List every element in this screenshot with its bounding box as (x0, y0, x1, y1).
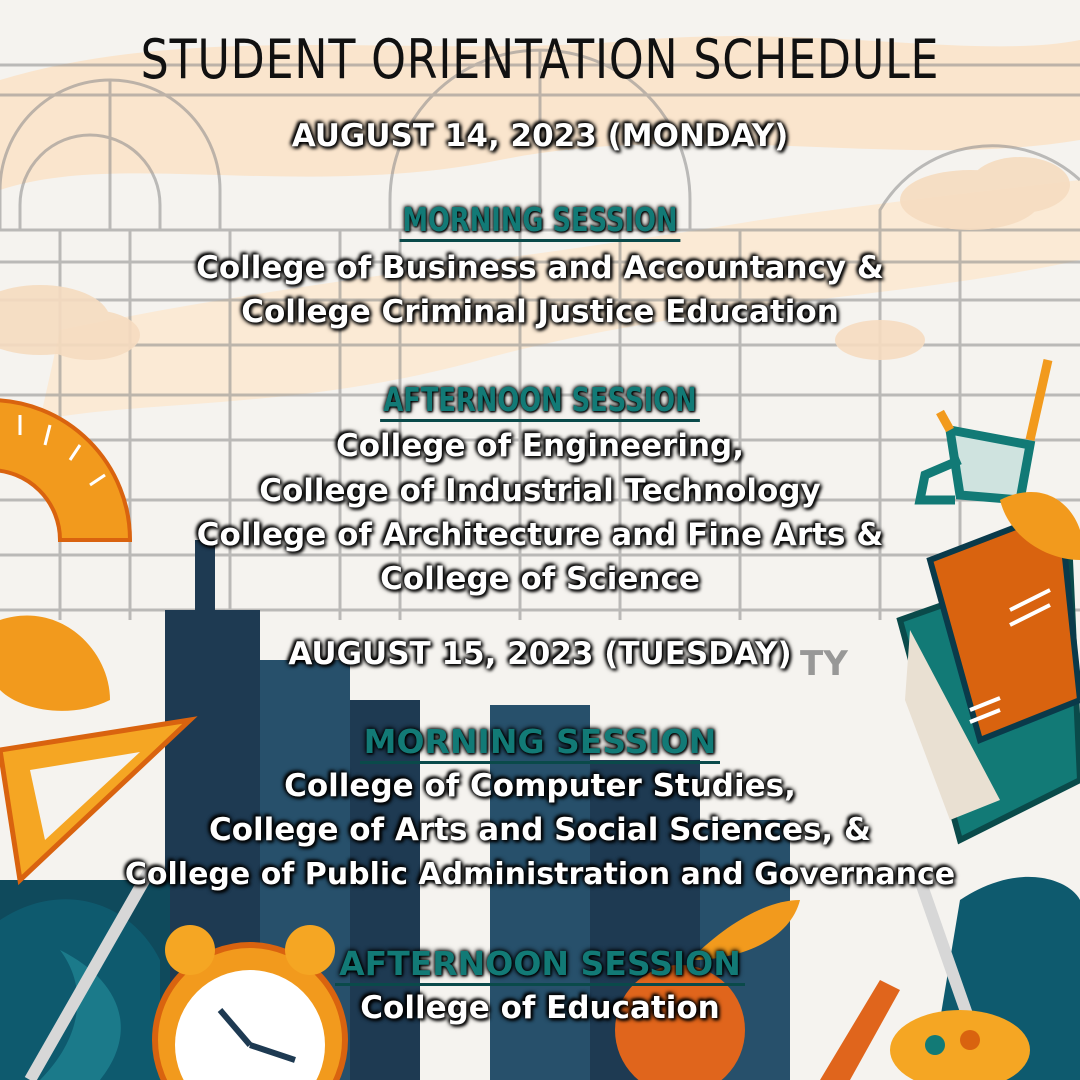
day-2-morning-heading (0, 722, 1080, 761)
college-line: College of Business and Accountancy & (196, 250, 884, 286)
day-2-afternoon-label: AFTERNOON SESSION (335, 944, 745, 986)
college-line: College of Industrial Technology (259, 473, 821, 509)
college-line: College of Computer Studies, (284, 768, 796, 804)
day-1-morning-label: MORNING SESSION (399, 200, 680, 242)
college-line: College of Architecture and Fine Arts & (196, 517, 884, 553)
college-line: College Criminal Justice Education (241, 294, 839, 330)
watermark-text: TY (800, 644, 848, 684)
day-1-morning-heading (119, 200, 961, 239)
day-2-morning-label: MORNING SESSION (360, 722, 721, 764)
day-1-afternoon-label: AFTERNOON SESSION (380, 380, 700, 422)
day-2-date: AUGUST 15, 2023 (TUESDAY) (288, 636, 792, 672)
college-line: College of Science (380, 561, 700, 597)
day-1-afternoon-heading (119, 380, 961, 419)
day-1-date: AUGUST 14, 2023 (MONDAY) (291, 118, 789, 154)
college-line: College of Engineering, (335, 428, 745, 464)
day-2-afternoon-heading (0, 944, 1080, 983)
college-line: College of Education (360, 990, 720, 1026)
college-line: College of Arts and Social Sciences, & (208, 812, 872, 848)
page-title: STUDENT ORIENTATION SCHEDULE (140, 28, 940, 91)
college-line: College of Public Administration and Governance (124, 857, 956, 892)
